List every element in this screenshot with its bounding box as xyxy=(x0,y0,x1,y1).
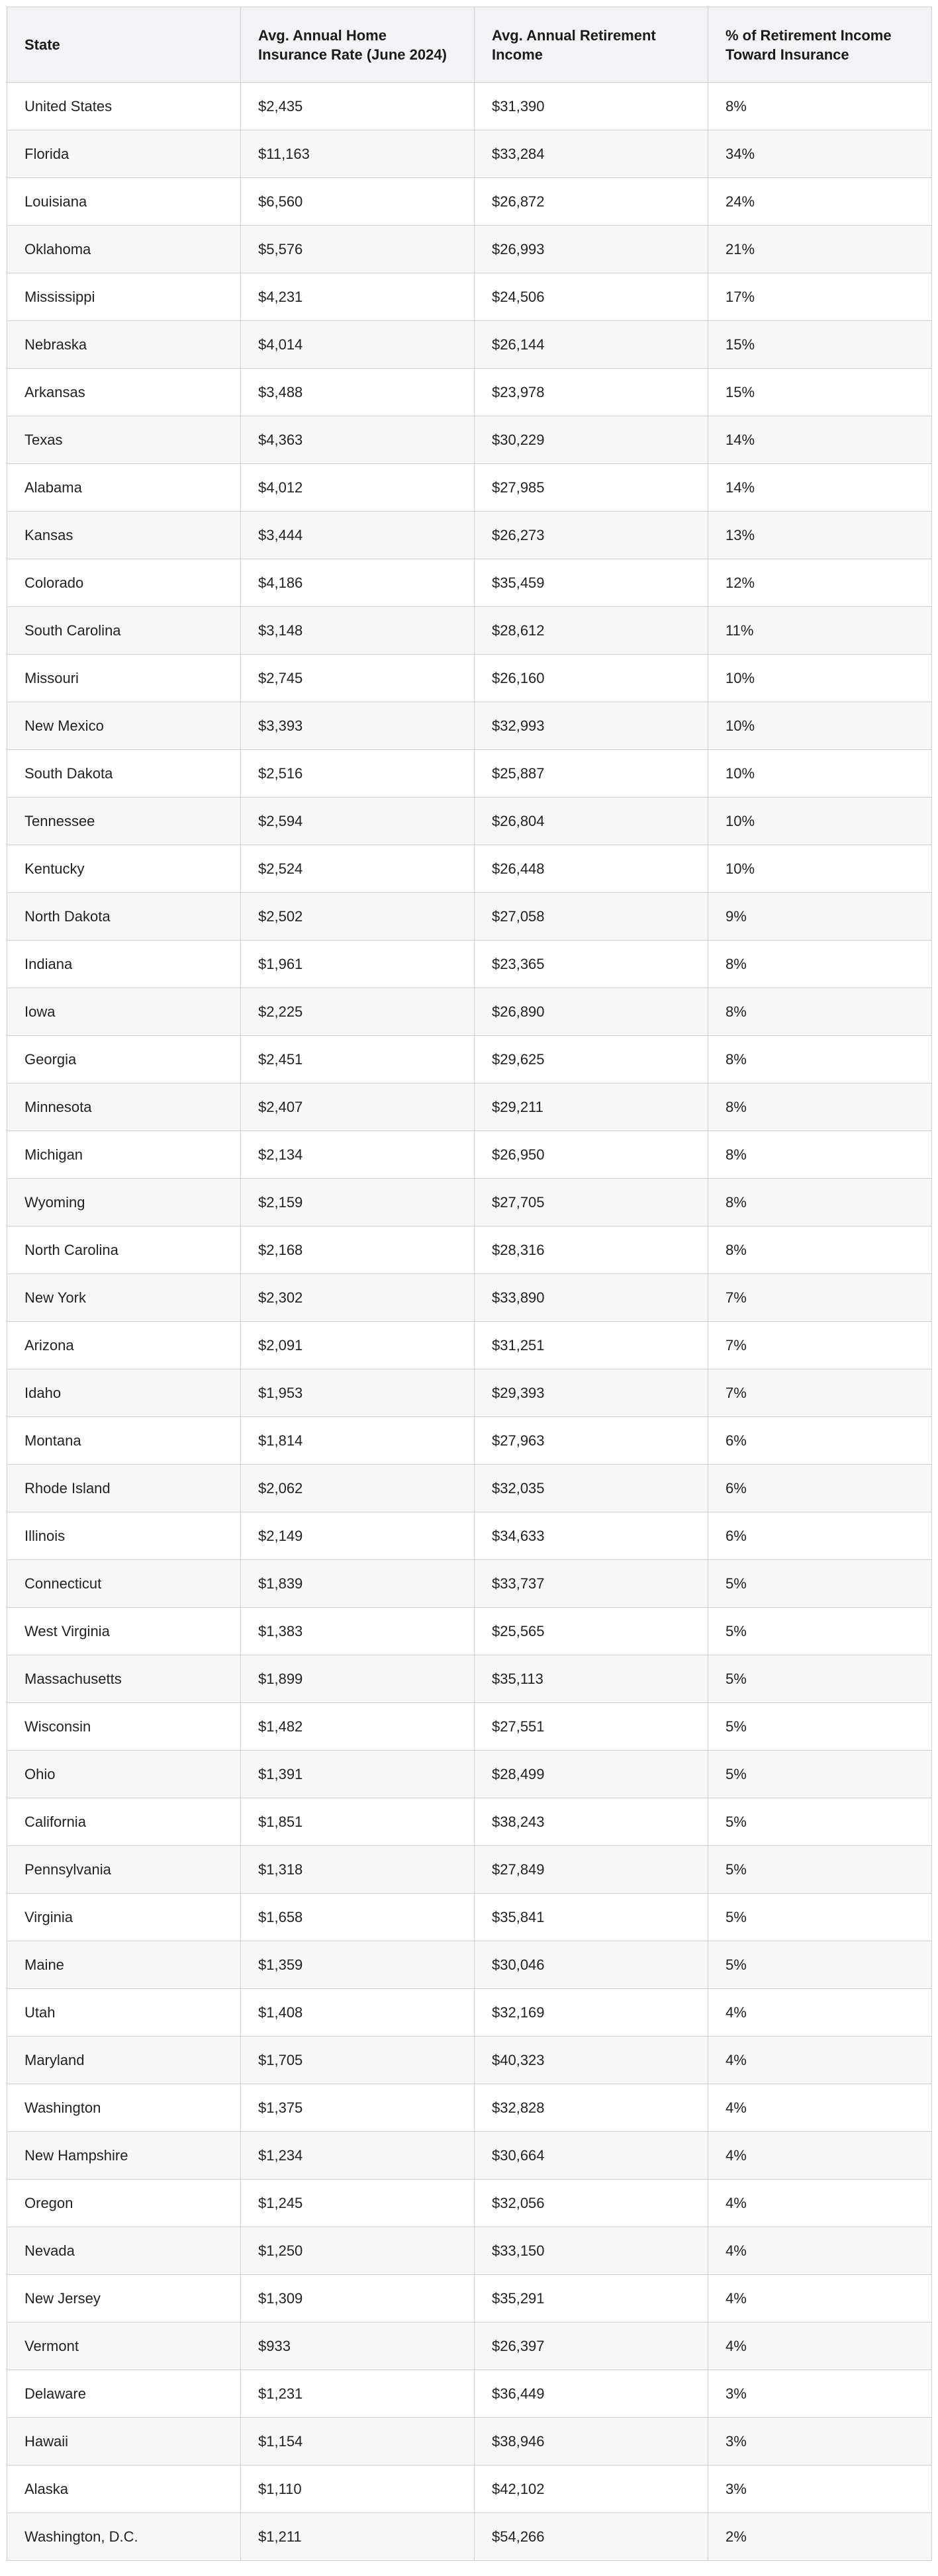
cell-state: Arizona xyxy=(7,1322,241,1369)
cell-income-percent: 3% xyxy=(708,2465,932,2513)
cell-state: Connecticut xyxy=(7,1560,241,1608)
table-row xyxy=(7,1036,932,1083)
cell-insurance-rate: $1,814 xyxy=(241,1417,475,1465)
cell-state: Virginia xyxy=(7,1894,241,1941)
table-row xyxy=(7,273,932,321)
table-row xyxy=(7,464,932,512)
table-row xyxy=(7,2465,932,2513)
cell-income-percent: 5% xyxy=(708,1846,932,1894)
cell-state: Idaho xyxy=(7,1369,241,1417)
cell-retirement-income: $33,890 xyxy=(475,1274,708,1322)
cell-income-percent: 4% xyxy=(708,2132,932,2180)
cell-state: Minnesota xyxy=(7,1083,241,1131)
cell-state: Florida xyxy=(7,130,241,178)
header-row xyxy=(7,7,932,83)
table-row xyxy=(7,1179,932,1226)
cell-state: Washington xyxy=(7,2084,241,2132)
cell-retirement-income: $32,169 xyxy=(475,1989,708,2037)
cell-retirement-income: $27,551 xyxy=(475,1703,708,1751)
table-row xyxy=(7,2513,932,2561)
cell-insurance-rate: $5,576 xyxy=(241,226,475,273)
cell-income-percent: 3% xyxy=(708,2370,932,2418)
table-row xyxy=(7,1322,932,1369)
table-row xyxy=(7,798,932,845)
cell-income-percent: 13% xyxy=(708,512,932,559)
insurance-income-table xyxy=(7,7,932,2561)
table-row xyxy=(7,702,932,750)
cell-insurance-rate: $1,154 xyxy=(241,2418,475,2465)
table-row xyxy=(7,83,932,130)
cell-retirement-income: $28,316 xyxy=(475,1226,708,1274)
cell-retirement-income: $24,506 xyxy=(475,273,708,321)
cell-insurance-rate: $6,560 xyxy=(241,178,475,226)
cell-retirement-income: $26,160 xyxy=(475,655,708,702)
cell-state: Rhode Island xyxy=(7,1465,241,1512)
cell-retirement-income: $38,243 xyxy=(475,1798,708,1846)
cell-income-percent: 5% xyxy=(708,1941,932,1989)
cell-insurance-rate: $1,482 xyxy=(241,1703,475,1751)
cell-state: Delaware xyxy=(7,2370,241,2418)
table-row xyxy=(7,2418,932,2465)
cell-retirement-income: $30,229 xyxy=(475,416,708,464)
table-row xyxy=(7,1846,932,1894)
cell-insurance-rate: $2,091 xyxy=(241,1322,475,1369)
cell-state: New Mexico xyxy=(7,702,241,750)
cell-state: Missouri xyxy=(7,655,241,702)
table-row xyxy=(7,1655,932,1703)
cell-state: Ohio xyxy=(7,1751,241,1798)
cell-income-percent: 4% xyxy=(708,1989,932,2037)
cell-state: Montana xyxy=(7,1417,241,1465)
table-row xyxy=(7,2037,932,2084)
cell-income-percent: 5% xyxy=(708,1703,932,1751)
table-row xyxy=(7,1941,932,1989)
table-row xyxy=(7,988,932,1036)
cell-income-percent: 12% xyxy=(708,559,932,607)
cell-income-percent: 9% xyxy=(708,893,932,941)
table-row xyxy=(7,1417,932,1465)
cell-income-percent: 4% xyxy=(708,2084,932,2132)
cell-retirement-income: $27,985 xyxy=(475,464,708,512)
cell-state: Vermont xyxy=(7,2323,241,2370)
cell-insurance-rate: $1,234 xyxy=(241,2132,475,2180)
cell-income-percent: 2% xyxy=(708,2513,932,2561)
cell-state: Nevada xyxy=(7,2227,241,2275)
cell-state: Wyoming xyxy=(7,1179,241,1226)
cell-retirement-income: $25,565 xyxy=(475,1608,708,1655)
table-row xyxy=(7,1083,932,1131)
table-row xyxy=(7,1894,932,1941)
table-row xyxy=(7,1274,932,1322)
cell-state: Texas xyxy=(7,416,241,464)
cell-state: Alaska xyxy=(7,2465,241,2513)
cell-insurance-rate: $1,359 xyxy=(241,1941,475,1989)
cell-retirement-income: $26,890 xyxy=(475,988,708,1036)
cell-insurance-rate: $1,961 xyxy=(241,941,475,988)
cell-income-percent: 10% xyxy=(708,702,932,750)
cell-income-percent: 34% xyxy=(708,130,932,178)
cell-state: South Carolina xyxy=(7,607,241,655)
cell-income-percent: 8% xyxy=(708,1179,932,1226)
cell-state: Indiana xyxy=(7,941,241,988)
column-header-insurance-rate: Avg. Annual Home Insurance Rate (June 2024) xyxy=(241,7,475,83)
cell-state: New Hampshire xyxy=(7,2132,241,2180)
table-row xyxy=(7,2275,932,2323)
cell-income-percent: 7% xyxy=(708,1369,932,1417)
table-row xyxy=(7,1798,932,1846)
cell-insurance-rate: $1,318 xyxy=(241,1846,475,1894)
cell-state: Iowa xyxy=(7,988,241,1036)
cell-retirement-income: $30,046 xyxy=(475,1941,708,1989)
table-row xyxy=(7,559,932,607)
cell-insurance-rate: $1,211 xyxy=(241,2513,475,2561)
cell-insurance-rate: $1,851 xyxy=(241,1798,475,1846)
cell-insurance-rate: $1,375 xyxy=(241,2084,475,2132)
cell-income-percent: 4% xyxy=(708,2180,932,2227)
cell-income-percent: 10% xyxy=(708,845,932,893)
cell-retirement-income: $33,737 xyxy=(475,1560,708,1608)
cell-state: Arkansas xyxy=(7,369,241,416)
cell-state: Hawaii xyxy=(7,2418,241,2465)
table-row xyxy=(7,1226,932,1274)
cell-retirement-income: $32,828 xyxy=(475,2084,708,2132)
cell-state: Tennessee xyxy=(7,798,241,845)
cell-insurance-rate: $1,309 xyxy=(241,2275,475,2323)
cell-income-percent: 24% xyxy=(708,178,932,226)
cell-retirement-income: $23,365 xyxy=(475,941,708,988)
cell-income-percent: 14% xyxy=(708,464,932,512)
column-header-income-percent: % of Retirement Income Toward Insurance xyxy=(708,7,932,83)
table-row xyxy=(7,1751,932,1798)
cell-insurance-rate: $4,231 xyxy=(241,273,475,321)
cell-insurance-rate: $3,393 xyxy=(241,702,475,750)
cell-income-percent: 4% xyxy=(708,2037,932,2084)
cell-insurance-rate: $2,302 xyxy=(241,1274,475,1322)
cell-insurance-rate: $2,745 xyxy=(241,655,475,702)
cell-state: Massachusetts xyxy=(7,1655,241,1703)
cell-retirement-income: $30,664 xyxy=(475,2132,708,2180)
cell-insurance-rate: $2,134 xyxy=(241,1131,475,1179)
cell-state: Wisconsin xyxy=(7,1703,241,1751)
column-header-retirement-income: Avg. Annual Retirement Income xyxy=(475,7,708,83)
cell-income-percent: 6% xyxy=(708,1512,932,1560)
table-row xyxy=(7,2180,932,2227)
cell-insurance-rate: $2,516 xyxy=(241,750,475,798)
cell-state: Mississippi xyxy=(7,273,241,321)
table-row xyxy=(7,512,932,559)
cell-insurance-rate: $2,451 xyxy=(241,1036,475,1083)
cell-retirement-income: $26,872 xyxy=(475,178,708,226)
cell-retirement-income: $27,963 xyxy=(475,1417,708,1465)
cell-income-percent: 7% xyxy=(708,1274,932,1322)
cell-income-percent: 5% xyxy=(708,1894,932,1941)
cell-insurance-rate: $1,250 xyxy=(241,2227,475,2275)
cell-retirement-income: $25,887 xyxy=(475,750,708,798)
cell-retirement-income: $28,612 xyxy=(475,607,708,655)
cell-income-percent: 8% xyxy=(708,1036,932,1083)
table-row xyxy=(7,178,932,226)
cell-state: Kansas xyxy=(7,512,241,559)
cell-retirement-income: $29,625 xyxy=(475,1036,708,1083)
table-row xyxy=(7,2227,932,2275)
table-row xyxy=(7,1131,932,1179)
table-row xyxy=(7,750,932,798)
cell-income-percent: 8% xyxy=(708,988,932,1036)
cell-insurance-rate: $2,594 xyxy=(241,798,475,845)
cell-income-percent: 15% xyxy=(708,321,932,369)
cell-retirement-income: $26,448 xyxy=(475,845,708,893)
cell-income-percent: 15% xyxy=(708,369,932,416)
cell-income-percent: 14% xyxy=(708,416,932,464)
cell-income-percent: 8% xyxy=(708,1131,932,1179)
cell-insurance-rate: $4,012 xyxy=(241,464,475,512)
cell-insurance-rate: $3,444 xyxy=(241,512,475,559)
cell-retirement-income: $31,390 xyxy=(475,83,708,130)
table-row xyxy=(7,1465,932,1512)
table-row xyxy=(7,607,932,655)
table-row xyxy=(7,369,932,416)
cell-insurance-rate: $2,407 xyxy=(241,1083,475,1131)
cell-state: Maryland xyxy=(7,2037,241,2084)
table-row xyxy=(7,226,932,273)
table-row xyxy=(7,1608,932,1655)
cell-retirement-income: $27,058 xyxy=(475,893,708,941)
cell-income-percent: 6% xyxy=(708,1417,932,1465)
cell-insurance-rate: $2,159 xyxy=(241,1179,475,1226)
cell-retirement-income: $35,291 xyxy=(475,2275,708,2323)
table-row xyxy=(7,1369,932,1417)
cell-state: Alabama xyxy=(7,464,241,512)
cell-income-percent: 8% xyxy=(708,83,932,130)
cell-insurance-rate: $1,245 xyxy=(241,2180,475,2227)
cell-state: Michigan xyxy=(7,1131,241,1179)
cell-income-percent: 17% xyxy=(708,273,932,321)
cell-income-percent: 5% xyxy=(708,1655,932,1703)
cell-retirement-income: $31,251 xyxy=(475,1322,708,1369)
table-row xyxy=(7,2323,932,2370)
cell-insurance-rate: $1,899 xyxy=(241,1655,475,1703)
cell-income-percent: 21% xyxy=(708,226,932,273)
cell-state: Illinois xyxy=(7,1512,241,1560)
cell-retirement-income: $54,266 xyxy=(475,2513,708,2561)
cell-state: Oklahoma xyxy=(7,226,241,273)
cell-income-percent: 7% xyxy=(708,1322,932,1369)
table-row xyxy=(7,845,932,893)
cell-retirement-income: $33,150 xyxy=(475,2227,708,2275)
cell-retirement-income: $26,993 xyxy=(475,226,708,273)
column-header-state: State xyxy=(7,7,241,83)
cell-retirement-income: $28,499 xyxy=(475,1751,708,1798)
cell-income-percent: 5% xyxy=(708,1560,932,1608)
cell-income-percent: 4% xyxy=(708,2323,932,2370)
cell-state: South Dakota xyxy=(7,750,241,798)
table-container xyxy=(7,7,931,2561)
table-row xyxy=(7,1703,932,1751)
cell-state: Oregon xyxy=(7,2180,241,2227)
cell-state: New Jersey xyxy=(7,2275,241,2323)
cell-income-percent: 8% xyxy=(708,1083,932,1131)
table-row xyxy=(7,941,932,988)
table-row xyxy=(7,416,932,464)
cell-insurance-rate: $1,839 xyxy=(241,1560,475,1608)
cell-income-percent: 10% xyxy=(708,798,932,845)
cell-state: Washington, D.C. xyxy=(7,2513,241,2561)
table-row xyxy=(7,1989,932,2037)
cell-retirement-income: $38,946 xyxy=(475,2418,708,2465)
cell-state: Georgia xyxy=(7,1036,241,1083)
cell-income-percent: 10% xyxy=(708,750,932,798)
cell-retirement-income: $29,211 xyxy=(475,1083,708,1131)
cell-income-percent: 8% xyxy=(708,1226,932,1274)
cell-state: Colorado xyxy=(7,559,241,607)
cell-retirement-income: $26,273 xyxy=(475,512,708,559)
cell-retirement-income: $29,393 xyxy=(475,1369,708,1417)
cell-state: Kentucky xyxy=(7,845,241,893)
cell-insurance-rate: $1,383 xyxy=(241,1608,475,1655)
cell-insurance-rate: $1,391 xyxy=(241,1751,475,1798)
table-body xyxy=(7,83,932,2561)
cell-income-percent: 3% xyxy=(708,2418,932,2465)
cell-insurance-rate: $1,408 xyxy=(241,1989,475,2037)
cell-income-percent: 5% xyxy=(708,1798,932,1846)
cell-retirement-income: $35,841 xyxy=(475,1894,708,1941)
cell-insurance-rate: $1,658 xyxy=(241,1894,475,1941)
table-row xyxy=(7,2084,932,2132)
cell-retirement-income: $23,978 xyxy=(475,369,708,416)
cell-retirement-income: $40,323 xyxy=(475,2037,708,2084)
cell-retirement-income: $32,035 xyxy=(475,1465,708,1512)
cell-insurance-rate: $4,363 xyxy=(241,416,475,464)
cell-insurance-rate: $2,524 xyxy=(241,845,475,893)
cell-retirement-income: $32,993 xyxy=(475,702,708,750)
table-row xyxy=(7,2370,932,2418)
cell-income-percent: 5% xyxy=(708,1751,932,1798)
table-row xyxy=(7,130,932,178)
cell-retirement-income: $34,633 xyxy=(475,1512,708,1560)
cell-insurance-rate: $1,953 xyxy=(241,1369,475,1417)
table-row xyxy=(7,321,932,369)
cell-income-percent: 8% xyxy=(708,941,932,988)
cell-state: West Virginia xyxy=(7,1608,241,1655)
cell-insurance-rate: $11,163 xyxy=(241,130,475,178)
cell-retirement-income: $33,284 xyxy=(475,130,708,178)
cell-insurance-rate: $4,014 xyxy=(241,321,475,369)
cell-insurance-rate: $2,435 xyxy=(241,83,475,130)
cell-retirement-income: $42,102 xyxy=(475,2465,708,2513)
cell-retirement-income: $26,144 xyxy=(475,321,708,369)
cell-retirement-income: $26,804 xyxy=(475,798,708,845)
cell-insurance-rate: $1,705 xyxy=(241,2037,475,2084)
cell-state: United States xyxy=(7,83,241,130)
cell-state: Pennsylvania xyxy=(7,1846,241,1894)
cell-income-percent: 6% xyxy=(708,1465,932,1512)
cell-retirement-income: $26,950 xyxy=(475,1131,708,1179)
cell-insurance-rate: $3,488 xyxy=(241,369,475,416)
cell-retirement-income: $35,459 xyxy=(475,559,708,607)
cell-retirement-income: $27,705 xyxy=(475,1179,708,1226)
cell-insurance-rate: $2,149 xyxy=(241,1512,475,1560)
cell-state: California xyxy=(7,1798,241,1846)
table-row xyxy=(7,1560,932,1608)
cell-retirement-income: $26,397 xyxy=(475,2323,708,2370)
cell-income-percent: 4% xyxy=(708,2227,932,2275)
table-row xyxy=(7,2132,932,2180)
cell-state: North Dakota xyxy=(7,893,241,941)
cell-insurance-rate: $1,110 xyxy=(241,2465,475,2513)
cell-state: Louisiana xyxy=(7,178,241,226)
table-row xyxy=(7,1512,932,1560)
cell-state: Nebraska xyxy=(7,321,241,369)
cell-income-percent: 10% xyxy=(708,655,932,702)
cell-income-percent: 11% xyxy=(708,607,932,655)
cell-insurance-rate: $1,231 xyxy=(241,2370,475,2418)
cell-income-percent: 5% xyxy=(708,1608,932,1655)
cell-state: North Carolina xyxy=(7,1226,241,1274)
cell-insurance-rate: $3,148 xyxy=(241,607,475,655)
cell-insurance-rate: $933 xyxy=(241,2323,475,2370)
cell-insurance-rate: $2,168 xyxy=(241,1226,475,1274)
cell-insurance-rate: $2,225 xyxy=(241,988,475,1036)
table-row xyxy=(7,893,932,941)
cell-retirement-income: $35,113 xyxy=(475,1655,708,1703)
table-row xyxy=(7,655,932,702)
cell-state: Utah xyxy=(7,1989,241,2037)
cell-income-percent: 4% xyxy=(708,2275,932,2323)
cell-insurance-rate: $4,186 xyxy=(241,559,475,607)
table-header xyxy=(7,7,932,83)
cell-retirement-income: $27,849 xyxy=(475,1846,708,1894)
cell-state: Maine xyxy=(7,1941,241,1989)
cell-insurance-rate: $2,502 xyxy=(241,893,475,941)
cell-insurance-rate: $2,062 xyxy=(241,1465,475,1512)
cell-retirement-income: $32,056 xyxy=(475,2180,708,2227)
cell-state: New York xyxy=(7,1274,241,1322)
cell-retirement-income: $36,449 xyxy=(475,2370,708,2418)
